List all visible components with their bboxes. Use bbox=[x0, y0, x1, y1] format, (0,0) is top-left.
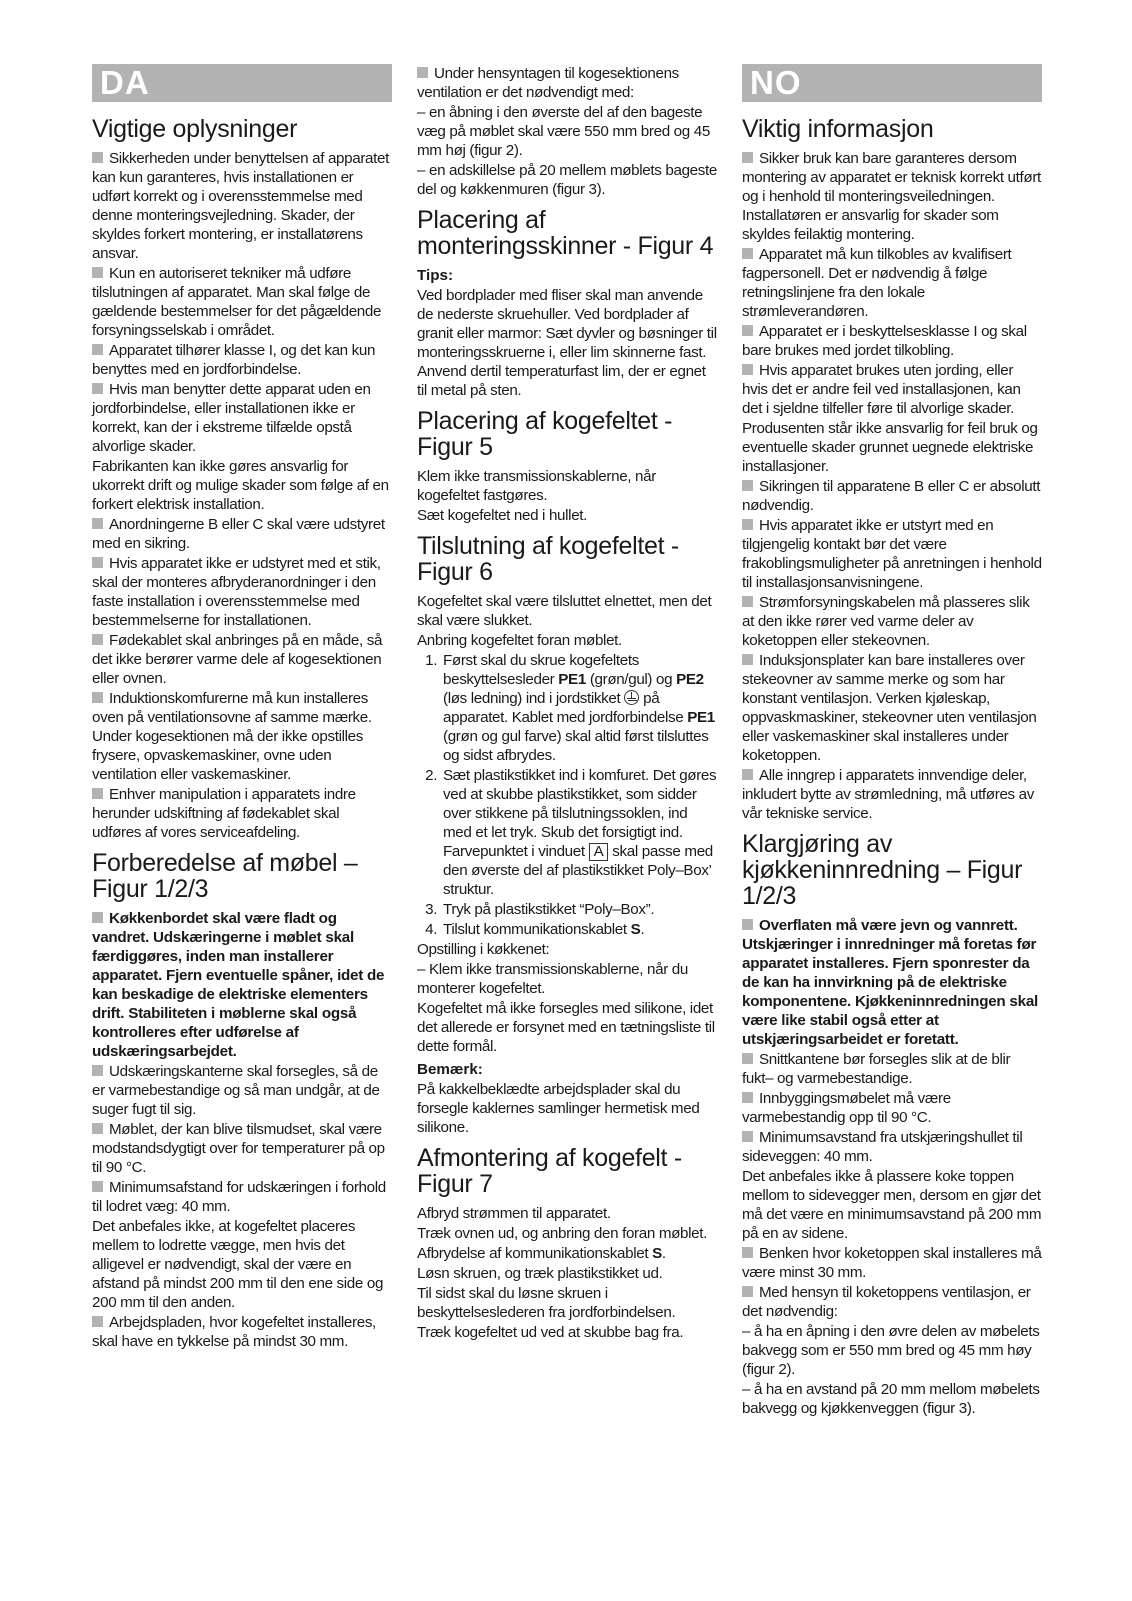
paragraph: Enhver manipulation i apparatets indre herunder udskiftning af fødekablet skal udføres af vores serviceafdeling. bbox=[92, 786, 356, 841]
paragraph: Alle inngrep i apparatets innvendige deler, inkludert bytte av strømledning, må utføres av vår tekniske service. bbox=[742, 767, 1034, 822]
bullet-square-icon bbox=[742, 919, 753, 930]
paragraph: Afbryd strømmen til apparatet. bbox=[417, 1205, 611, 1222]
paragraph: Det anbefales ikke å plassere koke toppen mellom to sidevegger men, dersom en gjør det må det være en minimumsavstand på 200 mm på en av sidene. bbox=[742, 1168, 1042, 1242]
bullet-square-icon bbox=[92, 788, 103, 799]
paragraph: Anbring kogefeltet foran møblet. bbox=[417, 632, 622, 649]
bullet-square-icon bbox=[92, 1065, 103, 1076]
paragraph: Sæt kogefeltet ned i hullet. bbox=[417, 507, 588, 524]
paragraph: Under hensyntagen til kogesektionens ventilation er det nødvendigt med: bbox=[417, 65, 679, 101]
ground-symbol-icon bbox=[624, 690, 639, 705]
paragraph: Fødekablet skal anbringes på en måde, så det ikke berører varme dele af kogesektionen eller ovnen. bbox=[92, 632, 383, 687]
language-header-da: DA bbox=[92, 64, 392, 102]
bullet-square-icon bbox=[742, 1286, 753, 1297]
bullet-square-icon bbox=[742, 248, 753, 259]
bullet-square-icon bbox=[92, 692, 103, 703]
section-title-afmontering: Afmontering af kogefelt - Figur 7 bbox=[417, 1144, 682, 1198]
paragraph: Minimumsafstand for udskæringen i forhold til lodret væg: 40 mm. bbox=[92, 1179, 386, 1215]
paragraph: Kogefeltet må ikke forsegles med silikone, idet det allerede er forsynet med en tætningsliste til dette formål. bbox=[417, 1000, 715, 1055]
paragraph: Arbejdspladen, hvor kogefeltet installeres, skal have en tykkelse på mindst 30 mm. bbox=[92, 1314, 376, 1350]
bullet-square-icon bbox=[92, 383, 103, 394]
paragraph: Anordningerne B eller C skal være udstyret med en sikring. bbox=[92, 516, 385, 552]
note-label: Bemærk: bbox=[417, 1061, 483, 1078]
list-item: 1. Først skal du skrue kogefeltets beskyttelsesleder PE1 (grøn/gul) og PE2 (løs ledning) ind i jordstikket på apparatet. Kablet med jordforbindelse PE1 (grøn og gul farve) skal altid først tilsluttes og sidst afbrydes. bbox=[441, 651, 717, 765]
paragraph: Snittkantene bør forsegles slik at de blir fukt– og varmebestandige. bbox=[742, 1051, 1011, 1087]
bullet-square-icon bbox=[92, 912, 103, 923]
bullet-square-icon bbox=[92, 1123, 103, 1134]
paragraph: – å ha en avstand på 20 mm mellom møbelets bakvegg og kjøkkenveggen (figur 3). bbox=[742, 1381, 1040, 1417]
numbered-steps bbox=[417, 651, 717, 939]
bullet-square-icon bbox=[742, 325, 753, 336]
paragraph: Sikringen til apparatene B eller C er absolutt nødvendig. bbox=[742, 478, 1041, 514]
section-title-viktig: Viktig informasjon bbox=[742, 115, 934, 143]
paragraph: Fabrikanten kan ikke gøres ansvarlig for ukorrekt drift og mulige skader som følge af en forkert elektrisk installation. bbox=[92, 458, 389, 513]
paragraph: Hvis apparatet brukes uten jording, eller hvis det er andre feil ved installasjonen, kan det i sjeldne tilfeller føre til alvorlige skader. bbox=[742, 362, 1021, 417]
bullet-square-icon bbox=[742, 654, 753, 665]
paragraph: Med hensyn til koketoppens ventilasjon, er det nødvendig: bbox=[742, 1284, 1031, 1320]
section-title-skinner: Placering af monteringsskinner - Figur 4 bbox=[417, 206, 714, 260]
paragraph: Produsenten står ikke ansvarlig for feil bruk og eventuelle skader grunnet uegnede elektriske installasjoner. bbox=[742, 420, 1038, 475]
bullet-square-icon bbox=[92, 267, 103, 278]
paragraph: Sikkerheden under benyttelsen af apparatet kan kun garanteres, hvis installationen er udført korrekt og i overensstemmelse med denne monteringsvejledning. Skader, der skyldes forkert montering, er installatørens ansvar. bbox=[92, 150, 389, 262]
bullet-square-icon bbox=[92, 152, 103, 163]
paragraph-bold: Overflaten må være jevn og vannrett. Utskjæringer i innredninger må foretas før apparatet installeres. Fjern sponrester da de kan ha innvirkning på de elektriske komponentene. Kjøkkeninnredningen skal være like stabil også etter at utskjæringsarbeidet er foretatt. bbox=[742, 917, 1038, 1048]
list-item: 4. Tilslut kommunikationskablet S. bbox=[441, 920, 717, 939]
bullet-square-icon bbox=[92, 557, 103, 568]
paragraph: Strømforsyningskabelen må plasseres slik at den ikke rører ved varme deler av koketoppen eller stekeovnen. bbox=[742, 594, 1030, 649]
bullet-square-icon bbox=[92, 634, 103, 645]
bullet-square-icon bbox=[92, 518, 103, 529]
bullet-square-icon bbox=[742, 364, 753, 375]
paragraph: Opstilling i køkkenet: bbox=[417, 941, 550, 958]
paragraph: Kogefeltet skal være tilsluttet elnettet, men det skal være slukket. bbox=[417, 593, 712, 629]
paragraph: Træk ovnen ud, og anbring den foran møblet. bbox=[417, 1225, 707, 1242]
tips-label: Tips: bbox=[417, 267, 454, 284]
paragraph: Hvis apparatet ikke er udstyret med et stik, skal der monteres afbryderanordninger i den faste installation i overensstemmelse med bestemmelserne for installationen. bbox=[92, 555, 381, 629]
section-title-placering-kogefelt: Placering af kogefeltet - Figur 5 bbox=[417, 407, 673, 461]
paragraph: Ved bordplader med fliser skal man anvende de nederste skruehuller. Ved bordplader af granit eller marmor: Sæt dyvler og bøsninger til monteringsskruerne i, eller lim skinnerne fast. Anvend dertil temperaturfast lim, der er egnet til metal på sten. bbox=[417, 287, 717, 399]
bullet-square-icon bbox=[742, 596, 753, 607]
column-danish bbox=[92, 64, 392, 1352]
paragraph: Afbrydelse af kommunikationskablet S. bbox=[417, 1245, 666, 1262]
section-title-klargjoring: Klargjøring av kjøkkeninnredning – Figur 1/2/3 bbox=[742, 830, 1023, 910]
paragraph: Klem ikke transmissionskablerne, når kogefeltet fastgøres. bbox=[417, 468, 656, 504]
column-danish-continued bbox=[417, 64, 717, 1343]
paragraph: Apparatet må kun tilkobles av kvalifisert fagpersonell. Det er nødvendig å følge retningslinjene fra den lokale strømleverandøren. bbox=[742, 246, 1012, 320]
window-label-box: A bbox=[589, 843, 609, 861]
section-title-tilslutning: Tilslutning af kogefeltet - Figur 6 bbox=[417, 532, 679, 586]
paragraph: Induksjonsplater kan bare installeres over stekeovner av samme merke og som har konstant ventilasjon. Verken kjøleskap, oppvaskmaskiner, stekeovner uten ventilasjon eller vaskemaskiner skal installeres under koketoppen. bbox=[742, 652, 1037, 764]
paragraph: Apparatet er i beskyttelsesklasse I og skal bare brukes med jordet tilkobling. bbox=[742, 323, 1027, 359]
bullet-square-icon bbox=[742, 1092, 753, 1103]
bullet-square-icon bbox=[742, 152, 753, 163]
paragraph: Minimumsavstand fra utskjæringshullet til sideveggen: 40 mm. bbox=[742, 1129, 1023, 1165]
section-title-forberedelse: Forberedelse af møbel – Figur 1/2/3 bbox=[92, 849, 358, 903]
section-title-vigtige: Vigtige oplysninger bbox=[92, 115, 298, 143]
paragraph: Induktionskomfurerne må kun installeres oven på ventilationsovne af samme mærke. Under kogesektionen må der ikke opstilles frysere, opvaskemaskiner, ovne uden ventilation eller vaskemaskiner. bbox=[92, 690, 372, 783]
list-item: 3. Tryk på plastikstikket “Poly–Box”. bbox=[441, 900, 717, 919]
bullet-square-icon bbox=[92, 1316, 103, 1327]
bullet-square-icon bbox=[92, 1181, 103, 1192]
paragraph: Sikker bruk kan bare garanteres dersom montering av apparatet er teknisk korrekt utført og i henhold til monteringsveiledningen. Installatøren er ansvarlig for skader som skyldes feilaktig montering. bbox=[742, 150, 1041, 243]
paragraph: Hvis man benytter dette apparat uden en jordforbindelse, eller installationen ikke er korrekt, kan der i ekstreme tilfælde opstå alvorlige skader. bbox=[92, 381, 371, 455]
bullet-square-icon bbox=[742, 519, 753, 530]
bullet-square-icon bbox=[742, 1247, 753, 1258]
paragraph: På kakkelbeklædte arbejdsplader skal du forsegle kaklernes samlinger hermetisk med silikone. bbox=[417, 1081, 700, 1136]
bullet-square-icon bbox=[742, 480, 753, 491]
paragraph: Til sidst skal du løsne skruen i beskyttelseslederen fra jordforbindelsen. bbox=[417, 1285, 676, 1321]
paragraph: Benken hvor koketoppen skal installeres må være minst 30 mm. bbox=[742, 1245, 1042, 1281]
paragraph: Møblet, der kan blive tilsmudset, skal være modstandsdygtigt over for temperaturer på op til 90 °C. bbox=[92, 1121, 385, 1176]
list-item: 2. Sæt plastikstikket ind i komfuret. Det gøres ved at skubbe plastikstikket, som sidder over stikkene på tilslutningssoklen, ind med et let tryk. Skub det forsigtigt ind. Farvepunktet i vinduet A skal passe med den øverste del af plastikstikket Poly–Box’ struktur. bbox=[441, 766, 717, 899]
paragraph: Det anbefales ikke, at kogefeltet placeres mellem to lodrette vægge, men hvis det alligevel er nødvendigt, skal der være en afstand på mindst 200 mm til den ene side og 200 mm til den anden. bbox=[92, 1218, 384, 1311]
bullet-square-icon bbox=[742, 1131, 753, 1142]
paragraph: – en åbning i den øverste del af den bageste væg på møblet skal være 550 mm bred og 45 mm høj (figur 2). bbox=[417, 104, 710, 159]
column-norwegian bbox=[742, 64, 1042, 1419]
bullet-square-icon bbox=[92, 344, 103, 355]
bullet-square-icon bbox=[742, 769, 753, 780]
paragraph: Kun en autoriseret tekniker må udføre tilslutningen af apparatet. Man skal følge de gældende bestemmelser for det pågældende forsyningsselskab i området. bbox=[92, 265, 382, 339]
paragraph: Udskæringskanterne skal forsegles, så de er varmebestandige og så man undgår, at de suger fugt til sig. bbox=[92, 1063, 380, 1118]
paragraph: Hvis apparatet ikke er utstyrt med en tilgjengelig kontakt bør det være frakoblingsmuligheter på anretningen i henhold til installasjonsanvisningene. bbox=[742, 517, 1042, 591]
paragraph: Apparatet tilhører klasse I, og det kan kun benyttes med en jordforbindelse. bbox=[92, 342, 376, 378]
paragraph: – Klem ikke transmissionskablerne, når du monterer kogefeltet. bbox=[417, 961, 688, 997]
paragraph: – å ha en åpning i den øvre delen av møbelets bakvegg som er 550 mm bred og 45 mm høy (figur 2). bbox=[742, 1323, 1040, 1378]
bullet-square-icon bbox=[417, 67, 428, 78]
bullet-square-icon bbox=[742, 1053, 753, 1064]
paragraph: – en adskillelse på 20 mellem møblets bageste del og køkkenmuren (figur 3). bbox=[417, 162, 717, 198]
paragraph-bold: Køkkenbordet skal være fladt og vandret. Udskæringerne i møblet skal færdiggøres, inden man installerer apparatet. Fjern eventuelle spåner, idet de kan beskadige de elektriske elementers drift. Stabiliteten i møblerne skal også kontrolleres efter udførelse af udskæringsarbejdet. bbox=[92, 910, 385, 1060]
paragraph: Træk kogefeltet ud ved at skubbe bag fra. bbox=[417, 1324, 684, 1341]
paragraph: Innbyggingsmøbelet må være varmebestandig opp til 90 °C. bbox=[742, 1090, 951, 1126]
paragraph: Løsn skruen, og træk plastikstikket ud. bbox=[417, 1265, 663, 1282]
language-header-no: NO bbox=[742, 64, 1042, 102]
